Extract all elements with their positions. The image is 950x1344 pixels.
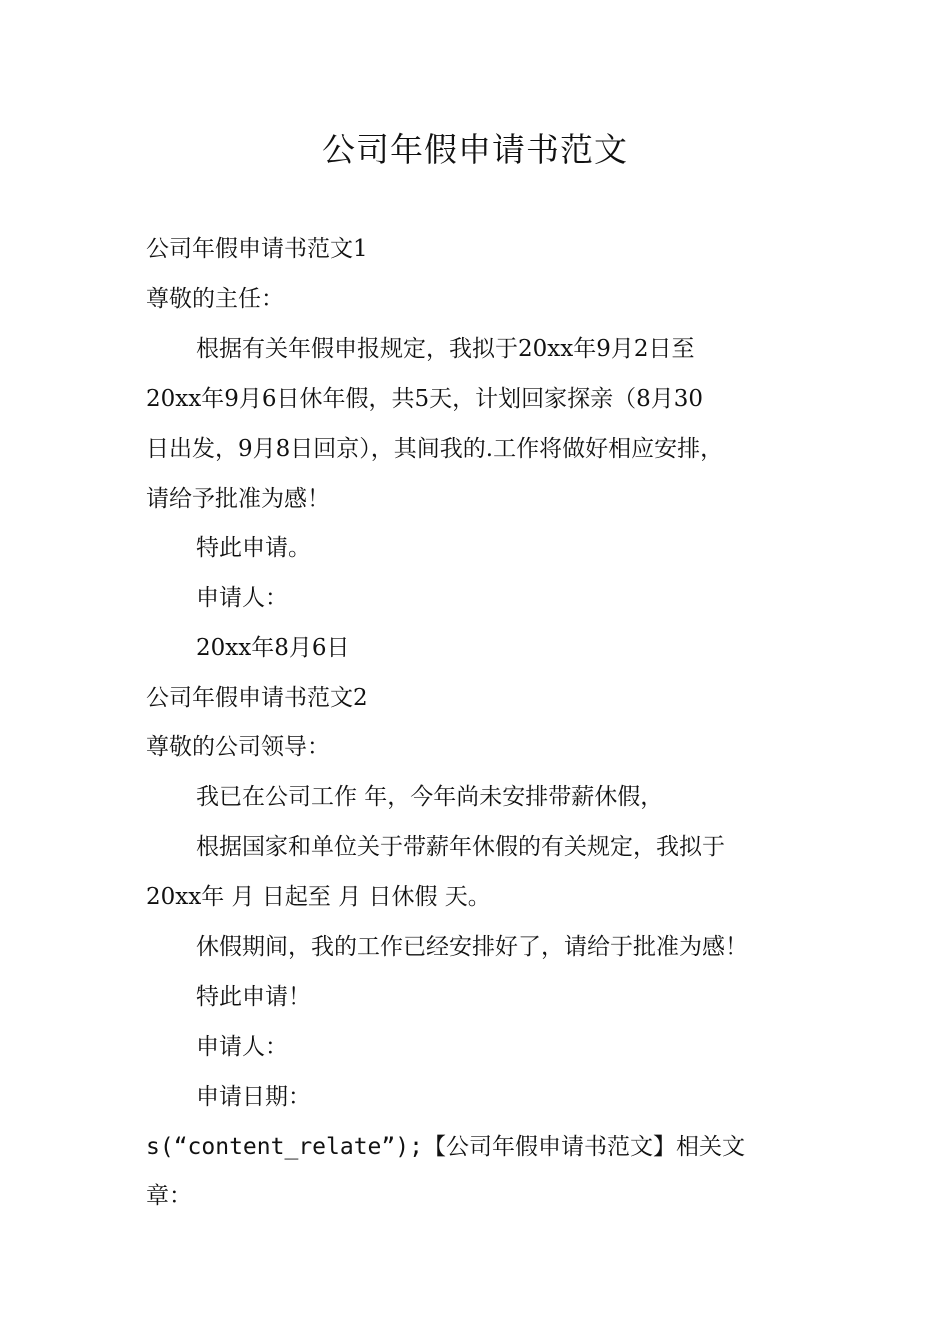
body-paragraph-line: 根据有关年假申报规定，我拟于20xx年9月2日至: [196, 336, 695, 362]
salutation-2: 尊敬的公司领导：: [146, 734, 330, 760]
section-heading-1: 公司年假申请书范文1: [146, 236, 368, 262]
body-paragraph-line: 20xx年 月 日起至 月 日休假 天。: [146, 884, 491, 910]
body-paragraph-line: 请给予批准为感！: [146, 486, 330, 512]
body-paragraph-line: 20xx年9月6日休年假，共5天，计划回家探亲（8月30: [146, 386, 704, 412]
body-paragraph-line: 我已在公司工作 年，今年尚未安排带薪休假，: [196, 784, 664, 810]
document-title: 公司年假申请书范文: [322, 130, 628, 169]
related-articles-line: 章：: [146, 1183, 192, 1209]
date-line: 20xx年8月6日: [196, 635, 350, 661]
applicant-line: 申请人：: [196, 585, 288, 611]
salutation-1: 尊敬的主任：: [146, 286, 284, 312]
related-articles-line: s(“content_relate”);【公司年假申请书范文】相关文: [146, 1134, 745, 1160]
application-date-line: 申请日期：: [196, 1084, 311, 1110]
section-heading-2: 公司年假申请书范文2: [146, 685, 368, 711]
body-paragraph-line: 休假期间，我的工作已经安排好了，请给于批准为感！: [196, 934, 748, 960]
applicant-line: 申请人：: [196, 1034, 288, 1060]
body-paragraph-line: 根据国家和单位关于带薪年休假的有关规定，我拟于: [196, 834, 725, 860]
closing-line: 特此申请！: [196, 984, 311, 1010]
body-paragraph-line: 日出发，9月8日回京），其间我的.工作将做好相应安排，: [146, 436, 724, 462]
closing-line: 特此申请。: [196, 535, 311, 561]
